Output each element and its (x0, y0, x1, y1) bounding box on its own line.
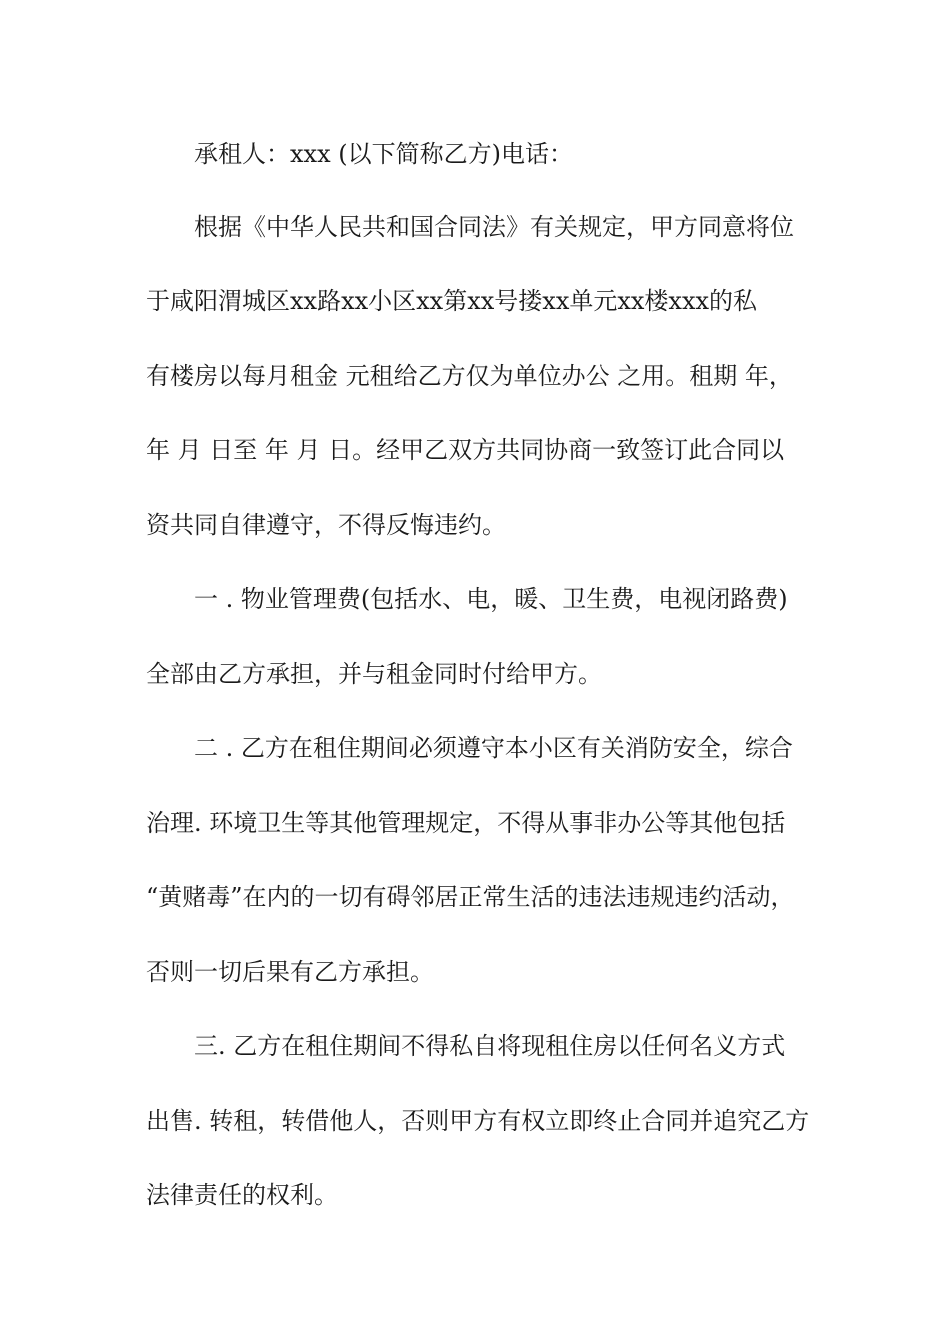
clause-2-line-1: 二 . 乙方在租住期间必须遵守本小区有关消防安全，综合 (194, 734, 793, 762)
clause-3-line-3: 法律责任的权利。 (146, 1181, 338, 1209)
clause-3-line-2: 出售. 转租，转借他人，否则甲方有权立即终止合同并追究乙方 (146, 1107, 810, 1135)
paragraph-intro-line-2: 于咸阳渭城区xx路xx小区xx第xx号搂xx单元xx楼xxx的私 (146, 287, 758, 315)
clause-3-line-1: 三. 乙方在租住期间不得私自将现租住房以任何名义方式 (194, 1032, 786, 1060)
clause-2-line-2: 治理. 环境卫生等其他管理规定，不得从事非办公等其他包括 (146, 809, 786, 837)
clause-2-line-4: 否则一切后果有乙方承担。 (146, 958, 434, 986)
paragraph-intro-line-4: 年 月 日至 年 月 日。经甲乙双方共同协商一致签订此合同以 (146, 436, 785, 464)
paragraph-intro-line-1: 根据《中华人民共和国合同法》有关规定，甲方同意将位 (194, 213, 794, 241)
clause-2-line-3: “黄赌毒”在内的一切有碍邻居正常生活的违法违规违约活动， (146, 883, 795, 911)
paragraph-intro-line-5: 资共同自律遵守，不得反悔违约。 (146, 511, 506, 539)
clause-1-line-2: 全部由乙方承担，并与租金同时付给甲方。 (146, 660, 602, 688)
paragraph-intro-line-3: 有楼房以每月租金 元租给乙方仅为单位办公 之用。租期 年， (146, 362, 793, 390)
lessee-line: 承租人：xxx (以下简称乙方)电话： (194, 140, 573, 168)
clause-1-line-1: 一 . 物业管理费(包括水、电，暖、卫生费，电视闭路费) (194, 585, 788, 613)
